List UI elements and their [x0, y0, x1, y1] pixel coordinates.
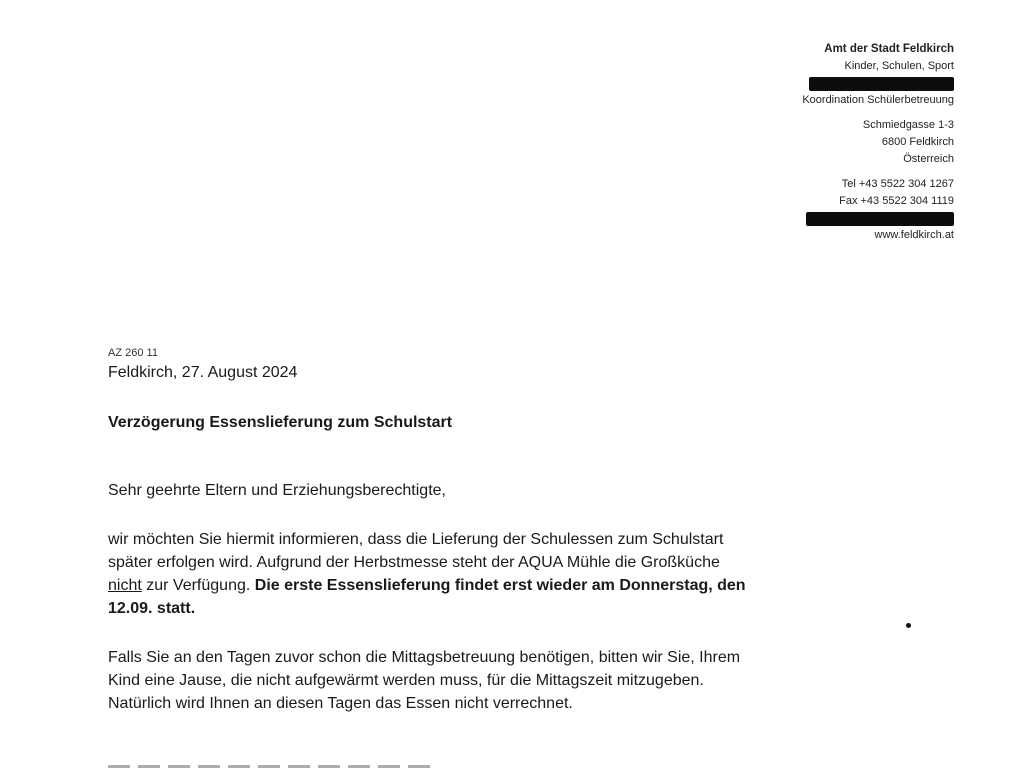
letter-meta: [108, 346, 297, 384]
fax: Fax +43 5522 304 1119: [839, 195, 954, 207]
letterhead: [694, 41, 954, 244]
redacted-email: [806, 212, 954, 226]
reference-number: AZ 260 11: [108, 347, 158, 359]
coordination-unit: Koordination Schülerbetreuung: [802, 94, 954, 106]
paragraph-lunch-care: Falls Sie an den Tagen zuvor schon die Mittagsbetreuung benötigen, bitten wir Sie, Ihrem Kind eine Jause, die nicht aufgewärmt werden muss, für die Mittagszeit mitzugeben. Natürlich wird Ihnen an diesen Tagen das Essen nicht verrechnet.: [108, 649, 741, 712]
paragraph-text: zur Verfügung.: [141, 577, 255, 594]
address-street: Schmiedgasse 1-3: [862, 119, 954, 131]
address-country: Österreich: [903, 153, 954, 165]
letter-body: [108, 479, 748, 715]
cut-off-text-line: [108, 760, 438, 768]
telephone: Tel +43 5522 304 1267: [841, 178, 954, 190]
department: Kinder, Schulen, Sport: [844, 60, 954, 72]
website: www.feldkirch.at: [874, 229, 954, 241]
underlined-word: nicht: [108, 577, 142, 594]
letter-subject: Verzögerung Essenslieferung zum Schulstart: [108, 414, 453, 431]
redacted-name: [809, 77, 954, 91]
address-city: 6800 Feldkirch: [881, 136, 954, 148]
paragraph-text: wir möchten Sie hiermit informieren, dass die Lieferung der Schulessen zum Schulstart später erfolgen wird. Aufgrund der Herbstmesse steht der AQUA Mühle die Großküche: [108, 531, 724, 571]
stray-dot: [906, 623, 911, 628]
organization-name: Amt der Stadt Feldkirch: [824, 43, 954, 55]
salutation: Sehr geehrte Eltern und Erziehungsberechtigte,: [108, 482, 446, 499]
place-and-date: Feldkirch, 27. August 2024: [108, 364, 298, 381]
paragraph-delivery-delay: [108, 528, 748, 620]
bold-first-delivery: Die erste Essenslieferung findet erst wieder am Donnerstag, den 12.09. statt.: [108, 577, 746, 617]
